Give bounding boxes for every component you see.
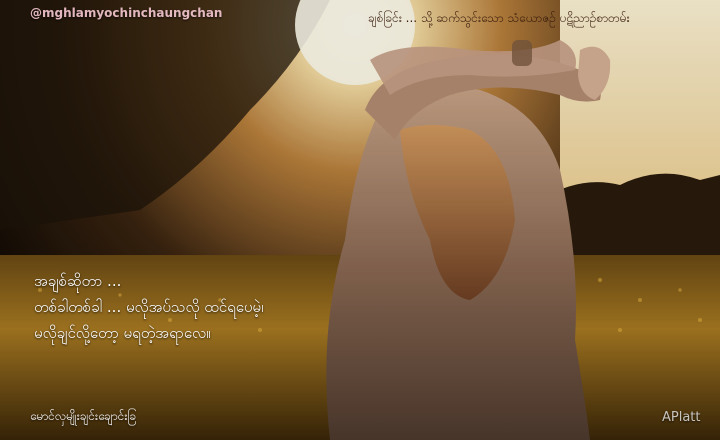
author-signature: မောင်လှမျိုးချင်းချောင်းခြ [30,409,137,423]
caption-text: ချစ်ခြင်း ... သို့ ဆက်သွင်းသော သံယောဇဉ် ပဋိညာဉ်စာတမ်း [368,11,630,25]
poem-line-3: မလိုချင်လို့တော့ မရတဲ့အရာလေ။ [34,324,211,342]
watermark: APlatt [662,410,701,425]
handle-text: @mghlamyochinchaungchan [30,6,223,20]
poem-block [34,268,263,346]
poem-line-1: အချစ်ဆိုတာ ... [34,272,122,290]
poem-line-2: တစ်ခါတစ်ခါ ... မလိုအပ်သလို ထင်ရပေမဲ့၊ [34,298,264,316]
